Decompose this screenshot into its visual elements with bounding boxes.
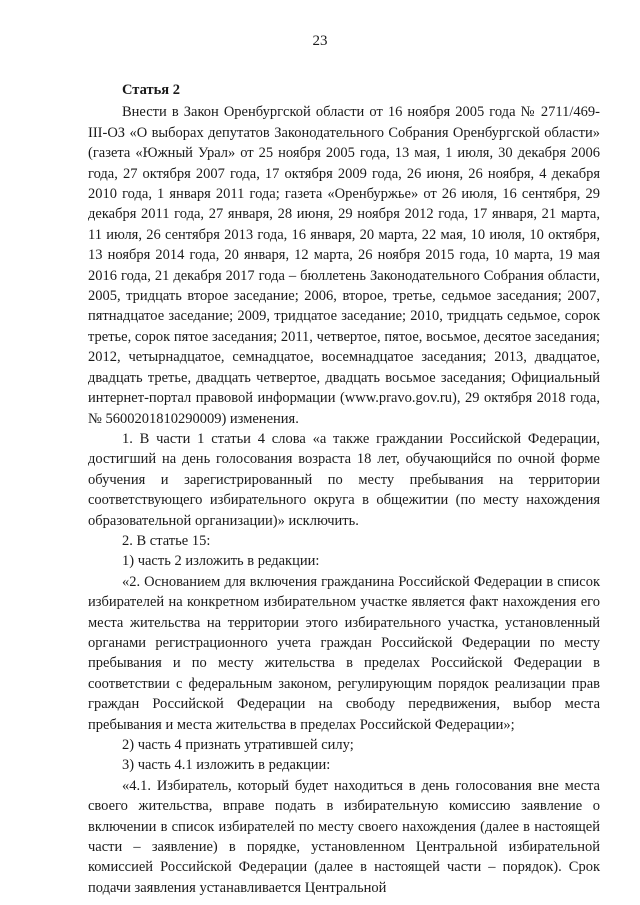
paragraph-point-1: 1. В части 1 статьи 4 слова «а также граждании Российской Федерации, достигший на день голосования возраста 18 лет, обучающийся по очной форме обучения и зарегистрированный по месту пребывания на территории соответствующего избирательного округа в общежитии (по месту нахождения образовательной организации)» исключить. bbox=[88, 430, 600, 529]
article-heading: Статья 2 bbox=[122, 82, 180, 98]
subpoint-1: 1) часть 2 изложить в редакции: bbox=[122, 553, 320, 570]
subpoint-2: 2) часть 4 признать утратившей силу; bbox=[122, 737, 354, 753]
subpoint-3: 3) часть 4.1 изложить в редакции: bbox=[122, 757, 331, 774]
quoted-part-2: «2. Основанием для включения гражданина Российской Федерации в список избирателей на конкретном избирательном участке является факт нахождения его места жительства на территории этого избирательного участка, установленный органами регистрационного учета граждан Российской Федерации по месту пребывания и по месту жительства в пределах Российской Федерации в соответствии с федеральным законом, регулирующим порядок реализации прав граждан Российской Федерации на свободу передвижения, выбор места пребывания и места жительства в пределах Российской Федерации»; bbox=[88, 573, 600, 733]
intro-paragraph: Внести в Закон Оренбургской области от 16 ноября 2005 года № 2711/469-III-ОЗ «О выборах депутатов Законодательного Собрания Оренбургской области» (газета «Южный Урал» от 25 ноября 2005 года, 13 мая, 1 июля, 30 декабря 2006 года, 27 октября 2007 года, 17 октября 2009 года, 26 июня, 26 ноября, 4 декабря 2010 года, 1 января 2011 года; газета «Оренбуржье» от 26 июля, 16 сентября, 29 декабря 2011 года, 27 января, 28 июня, 29 ноября 2012 года, 17 января, 21 марта, 11 июля, 26 сентября 2013 года, 16 января, 20 марта, 22 мая, 10 июля, 10 октября, 13 ноября 2014 года, 20 января, 12 марта, 26 ноября 2015 года, 10 марта, 19 мая 2016 года, 21 декабря 2017 года – бюллетень Законодательного Собрания области, 2005, тридцать второе заседание; 2006, второе, третье, седьмое заседания; 2007, пятнадцатое заседание; 2009, тридцатое заседание; 2010, тридцать седьмое, сорок третье, сорок пятое заседания; 2011, четвертое, пятое, восьмое, десятое заседания; 2012, четырнадцатое, семнадцатое, восемнадцатое заседания; 2013, двадцатое, двадцать третье, двадцать четвертое, двадцать восьмое заседания; Официальный интернет-портал правовой информации (www.pravo.gov.ru), 29 октября 2018 года, № 5600201810290009) изменения. bbox=[88, 104, 600, 427]
paragraph-point-2: 2. В статье 15: bbox=[122, 532, 211, 549]
page-number: 23 bbox=[312, 33, 328, 49]
quoted-part-4-1: «4.1. Избиратель, который будет находиться в день голосования вне места своего жительства, вправе подать в избирательную комиссию заявление о включении в список избирателей по месту своего нахождения (далее в настоящей части – заявление) в порядке, установленном Центральной избирательной комиссией Российской Федерации (далее в настоящей части – порядок). Срок подачи заявления устанавливается Центральной bbox=[88, 777, 600, 896]
document-body bbox=[88, 80, 600, 898]
